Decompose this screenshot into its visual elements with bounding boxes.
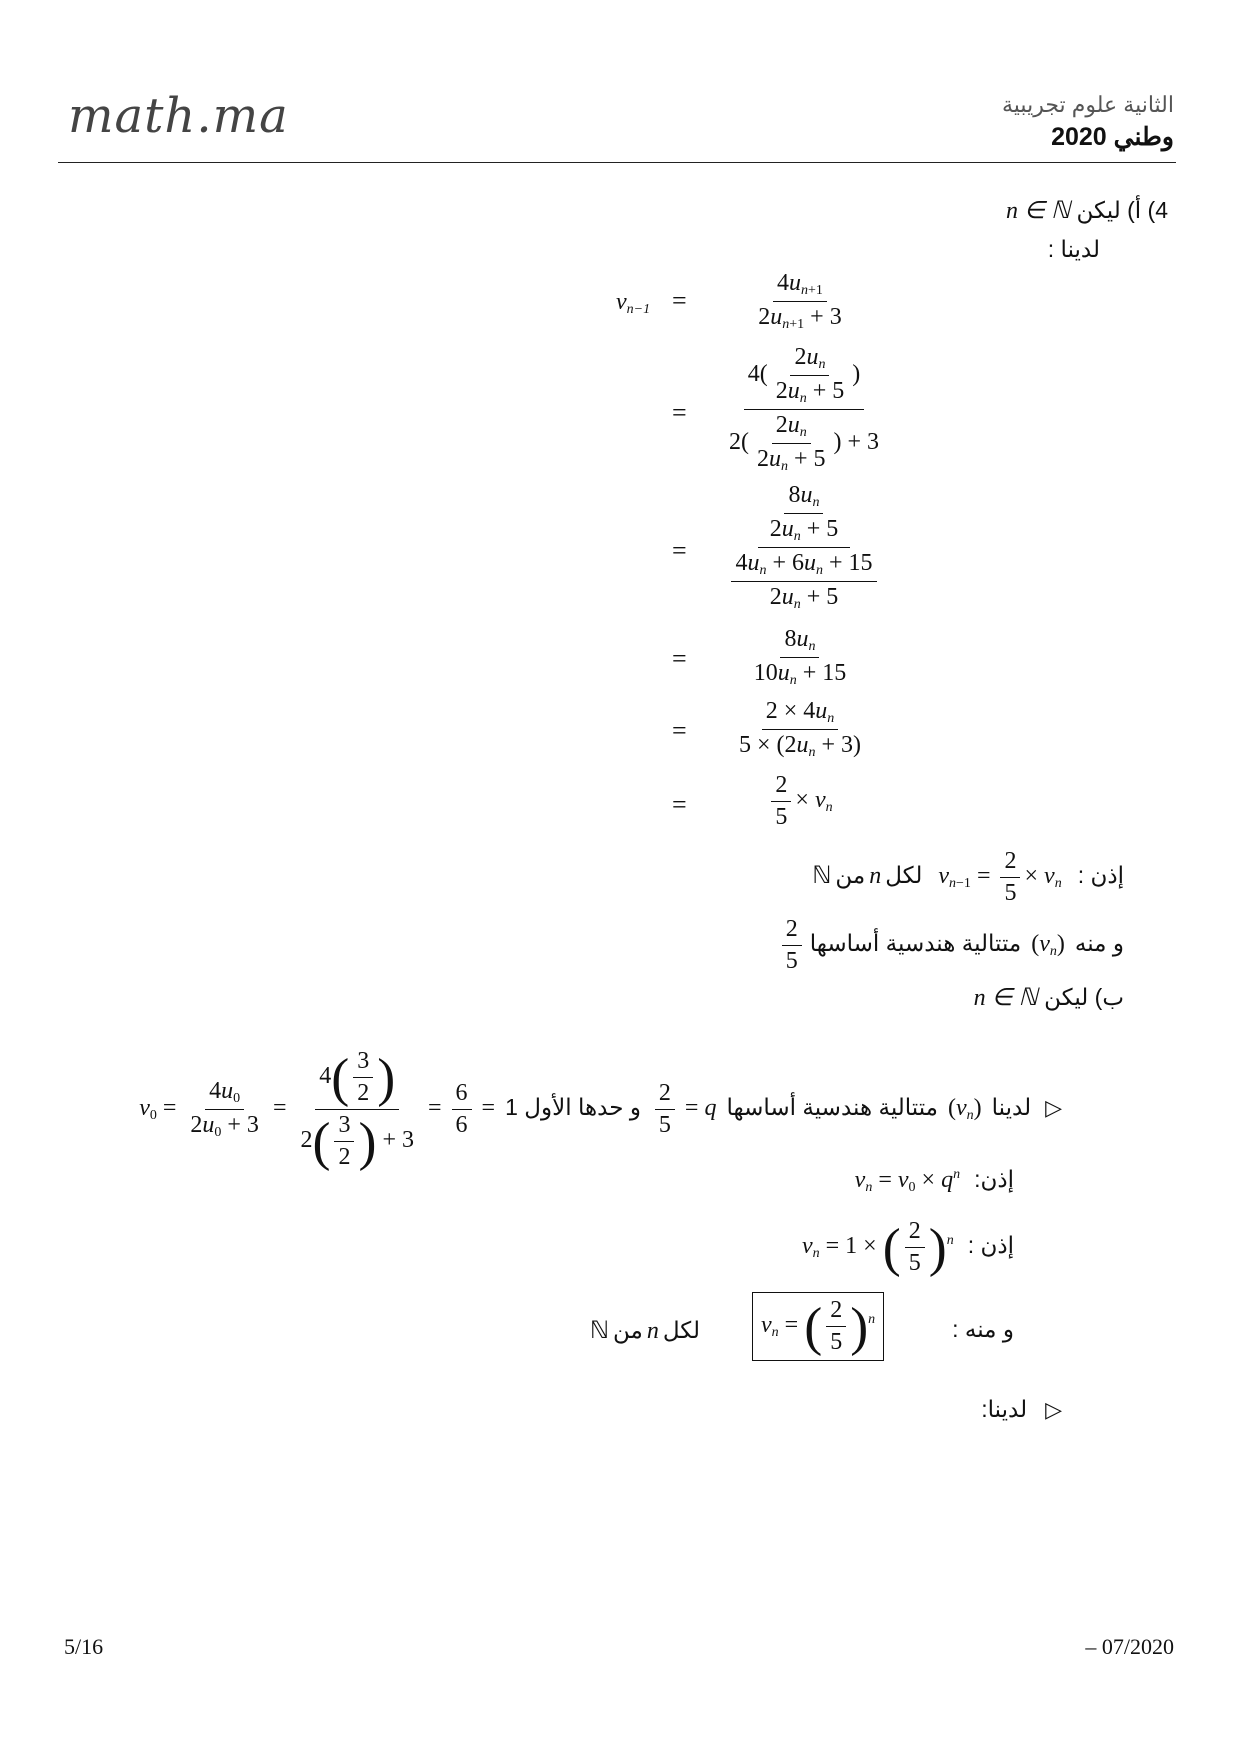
deriv-eq-4: = (672, 644, 687, 673)
header-rule (58, 162, 1176, 163)
question-4a-label: 4) أ) ليكن (1076, 197, 1168, 223)
line-b4-label: و منه : (952, 1316, 1014, 1342)
question-4b-var: n ∈ ℕ (973, 985, 1038, 1011)
conclusion-2: و منه $(v_n)$ متتالية هندسية أساسها $\frac{2}{5}$ (778, 916, 1124, 975)
footer-date: – 07/2020 (1085, 1634, 1174, 1659)
line-b1: ▷ لدينا $(v_n)$ متتالية هندسية أساسها $\frac{2}{5}$ = q و حدها الأول 1 $v_0$ = $\frac{4u_0}{2u_0 + 3}$ = 4( $\frac{3}{2}$ ) 2( $\frac{3}{2}$ ) + 3 = $\frac{6}{6}$ = (139, 1047, 1062, 1172)
line-b3: إذن : $v_n = 1$ × ( $\frac{2}{5}$ )$^n$ (801, 1217, 1014, 1278)
line-b5: ▷ لدينا: (981, 1396, 1062, 1422)
question-4a (1006, 196, 1168, 225)
question-4a-var: n ∈ ℕ (1006, 198, 1071, 224)
deriv-rhs-4: $\frac{8u_n}{10u_n + 15}$ (753, 626, 847, 688)
question-4b-label: ب) ليكن (1044, 984, 1124, 1010)
deriv-rhs-2: 4( $\frac{2u_n}{2u_n + 5}$ ) 2( $\frac{2u_n}{2u_n + 5}$ ) + 3 (728, 344, 880, 474)
line-b2: إذن: $v_n = v_0 \times q^n$ (854, 1166, 1014, 1195)
deriv-eq-2: = (672, 398, 687, 427)
deriv-rhs-5: $\frac{2 \times 4u_n}{5 \times (2u_n + 3)}$ (738, 698, 862, 760)
deriv-lhs: $v_{n-1}$ (616, 289, 651, 317)
result-box: $v_n$ = ( $\frac{2}{5}$ )$^n$ (752, 1292, 884, 1361)
header-exam: وطني 2020 (1051, 123, 1174, 151)
ladayna-1: لدينا : (1047, 236, 1100, 262)
header-info (1002, 92, 1174, 152)
page-number: 5/16 (64, 1634, 104, 1659)
deriv-rhs-1: $\frac{4u_{n+1}}{2u_{n+1} + 3}$ (758, 270, 842, 332)
logo: math.ma (68, 88, 289, 144)
deriv-eq-5: = (672, 716, 687, 745)
deriv-eq-1: = (672, 286, 687, 315)
deriv-eq-6: = (672, 790, 687, 819)
deriv-eq-3: = (672, 536, 687, 565)
deriv-rhs-3: $\frac{\frac{8u_n}{2u_n + 5}}{\frac{4u_n + 6u_n + 15}{2u_n + 5}}$ (712, 482, 896, 613)
line-b4-domain: لكل n من ℕ (589, 1317, 700, 1344)
deriv-rhs-6: $\frac{2}{5}$ × $v_n$ (720, 772, 880, 831)
header-level: الثانية علوم تجريبية (1002, 92, 1174, 117)
question-4b (974, 983, 1124, 1012)
conclusion-1: إذن : $v_{n-1}$ = $\frac{2}{5}$ × $v_n$ لكل n من ℕ (812, 848, 1124, 906)
